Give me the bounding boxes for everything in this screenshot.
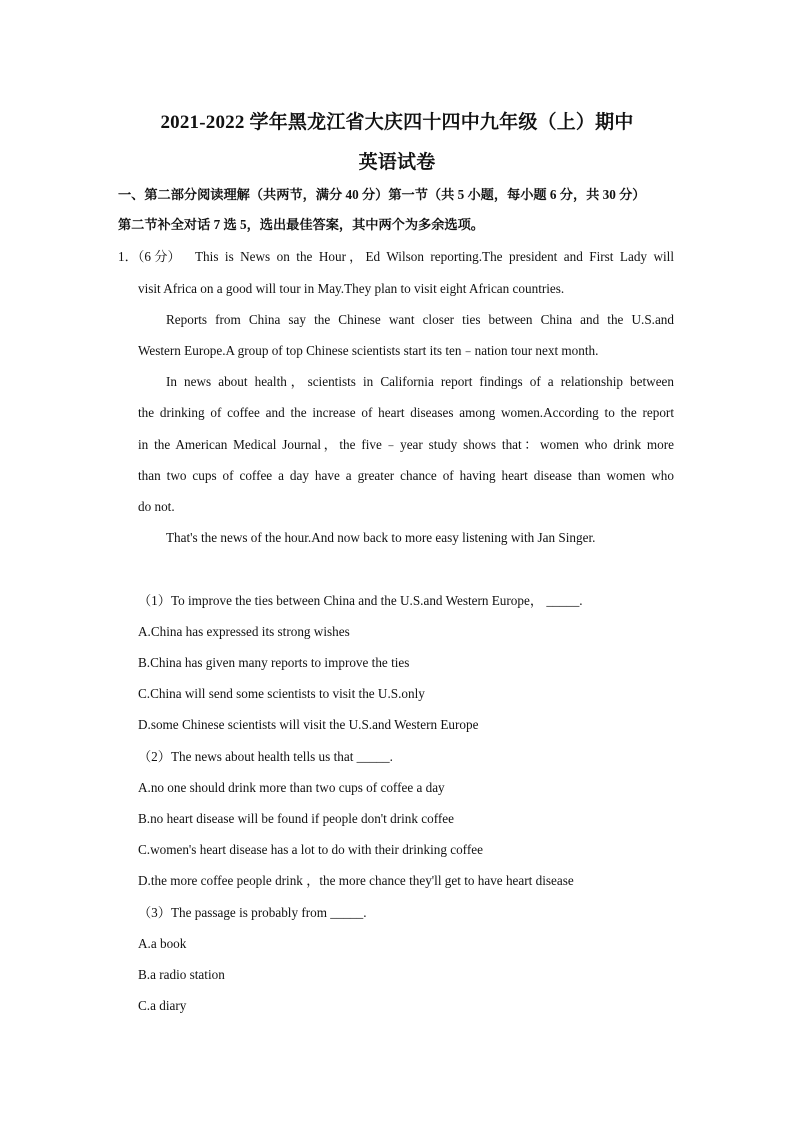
- option-d: D.some Chinese scientists will visit the U.S.and Western Europe: [138, 717, 479, 732]
- option-c: C.women's heart disease has a lot to do with their drinking coffee: [138, 842, 483, 857]
- option-b: B.a radio station: [138, 967, 225, 982]
- passage-line: in the American Medical Journal，the five﹣year study shows that：women who drink more: [138, 437, 674, 452]
- passage-line: In news about health，scientists in California report findings of a relationship between: [166, 374, 674, 389]
- option-c: C.China will send some scientists to visit the U.S.only: [138, 686, 425, 701]
- option-a: A.China has expressed its strong wishes: [138, 624, 350, 639]
- option-d: D.the more coffee people drink ，the more chance they'll get to have heart disease: [138, 873, 574, 888]
- option-b: B.China has given many reports to improve the ties: [138, 655, 410, 670]
- passage-line: than two cups of coffee a day have a greater chance of having heart disease than women who: [138, 468, 674, 483]
- option-c: C.a diary: [138, 998, 187, 1013]
- question-number: 1．（6 分）: [118, 249, 181, 264]
- passage-line: the drinking of coffee and the increase of heart diseases among women.According to the report: [138, 405, 674, 420]
- option-a: A.a book: [138, 936, 187, 951]
- page-subtitle: 英语试卷: [358, 152, 436, 173]
- option-b: B.no heart disease will be found if people don't drink coffee: [138, 811, 454, 826]
- section-instruction: 一、第二部分阅读理解（共两节，满分 40 分）第一节（共 5 小题，每小题 6 分，共 30 分）: [118, 187, 646, 202]
- passage-line: Western Europe.A group of top Chinese scientists start its ten﹣nation tour next month.: [138, 343, 599, 358]
- passage-line: Reports from China say the Chinese want closer ties between China and the U.S.and: [166, 312, 674, 327]
- sub-question-stem: （1）To improve the ties between China and the U.S.and Western Europe， _____.: [138, 593, 583, 608]
- page-title: 2021-2022 学年黑龙江省大庆四十四中九年级（上）期中: [160, 112, 634, 133]
- passage-line: This is News on the Hour，Ed Wilson reporting.The president and First Lady will: [195, 249, 674, 264]
- option-a: A.no one should drink more than two cups of coffee a day: [138, 780, 445, 795]
- sub-question-stem: （3）The passage is probably from _____.: [138, 905, 367, 920]
- passage-line: visit Africa on a good will tour in May.They plan to visit eight African countries.: [138, 281, 565, 296]
- sub-question-stem: （2）The news about health tells us that _____.: [138, 749, 393, 764]
- section-instruction-cont: 第二节补全对话 7 选 5，选出最佳答案，其中两个为多余选项。: [118, 217, 484, 232]
- passage-line: That's the news of the hour.And now back to more easy listening with Jan Singer.: [166, 530, 596, 545]
- passage-line: do not.: [138, 499, 175, 514]
